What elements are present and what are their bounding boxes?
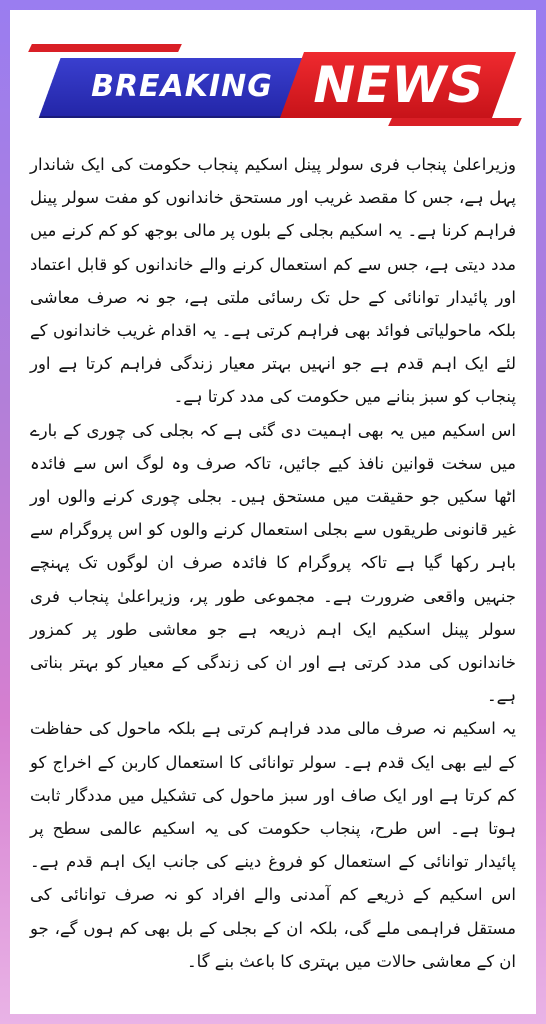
article-body bbox=[30, 148, 516, 978]
breaking-label: BREAKING bbox=[91, 69, 273, 104]
article-paragraph: یہ اسکیم نہ صرف مالی مدد فراہم کرتی ہے بلکہ ماحول کی حفاظت کے لیے بھی ایک قدم ہے۔ سولر توانائی کا استعمال کاربن کے اخراج کو کم کرتا ہے اور ایک صاف اور سبز ماحول کی تشکیل میں مددگار ثابت ہوتا ہے۔ اس طرح، پنجاب حکومت کی یہ اسکیم عالمی سطح پر پائیدار توانائی کے استعمال کو فروغ دینے کی جانب ایک اہم قدم ہے۔ اس اسکیم کے ذریعے کم آمدنی والے افراد کو نہ صرف توانائی کی مستقل فراہمی ملے گی، بلکہ ان کے بجلی کے بل بھی کم ہوں گے، جو ان کے معاشی حالات میں بہتری کا باعث بنے گا۔ bbox=[30, 719, 516, 971]
red-accent-stripe bbox=[28, 44, 182, 52]
breaking-news-banner bbox=[0, 0, 546, 130]
article-paragraph: وزیراعلیٰ پنجاب فری سولر پینل اسکیم پنجاب حکومت کی ایک شاندار پہل ہے، جس کا مقصد غریب اور مستحق خاندانوں کو مفت سولر پینل فراہم کرنا ہے۔ یہ اسکیم بجلی کے بلوں پر مالی بوجھ کو کم کرنے میں مدد دیتی ہے، جس سے کم استعمال کرنے والے خاندانوں کو قابل اعتماد اور پائیدار توانائی کے حل تک رسائی ملتی ہے، جو نہ صرف معاشی بلکہ ماحولیاتی فوائد بھی فراہم کرتی ہے۔ یہ اقدام غریب خاندانوں کے لئے ایک اہم قدم ہے جو انہیں بہتر معیار زندگی فراہم کرتا ہے اور پنجاب کو سبز بنانے میں حکومت کی مدد کرتا ہے۔ bbox=[30, 155, 516, 407]
news-label: NEWS bbox=[313, 56, 485, 114]
article-paragraph: اس اسکیم میں یہ بھی اہمیت دی گئی ہے کہ بجلی کی چوری کے بارے میں سخت قوانین نافذ کیے جائیں، تاکہ صرف وہ لوگ اس سے فائدہ اٹھا سکیں جو حقیقت میں مستحق ہیں۔ بجلی چوری کرنے والوں اور غیر قانونی طریقوں سے بجلی استعمال کرنے والوں کو اس پروگرام سے باہر رکھا گیا ہے تاکہ پروگرام کا فائدہ صرف ان لوگوں تک پہنچے جنہیں واقعی ضرورت ہے۔ مجموعی طور پر، وزیراعلیٰ پنجاب فری سولر پینل اسکیم ایک اہم ذریعہ ہے جو معاشی طور پر کمزور خاندانوں کی مدد کرتی ہے اور ان کی زندگی کے معیار کو بہتر بناتی ہے۔ bbox=[30, 420, 516, 706]
